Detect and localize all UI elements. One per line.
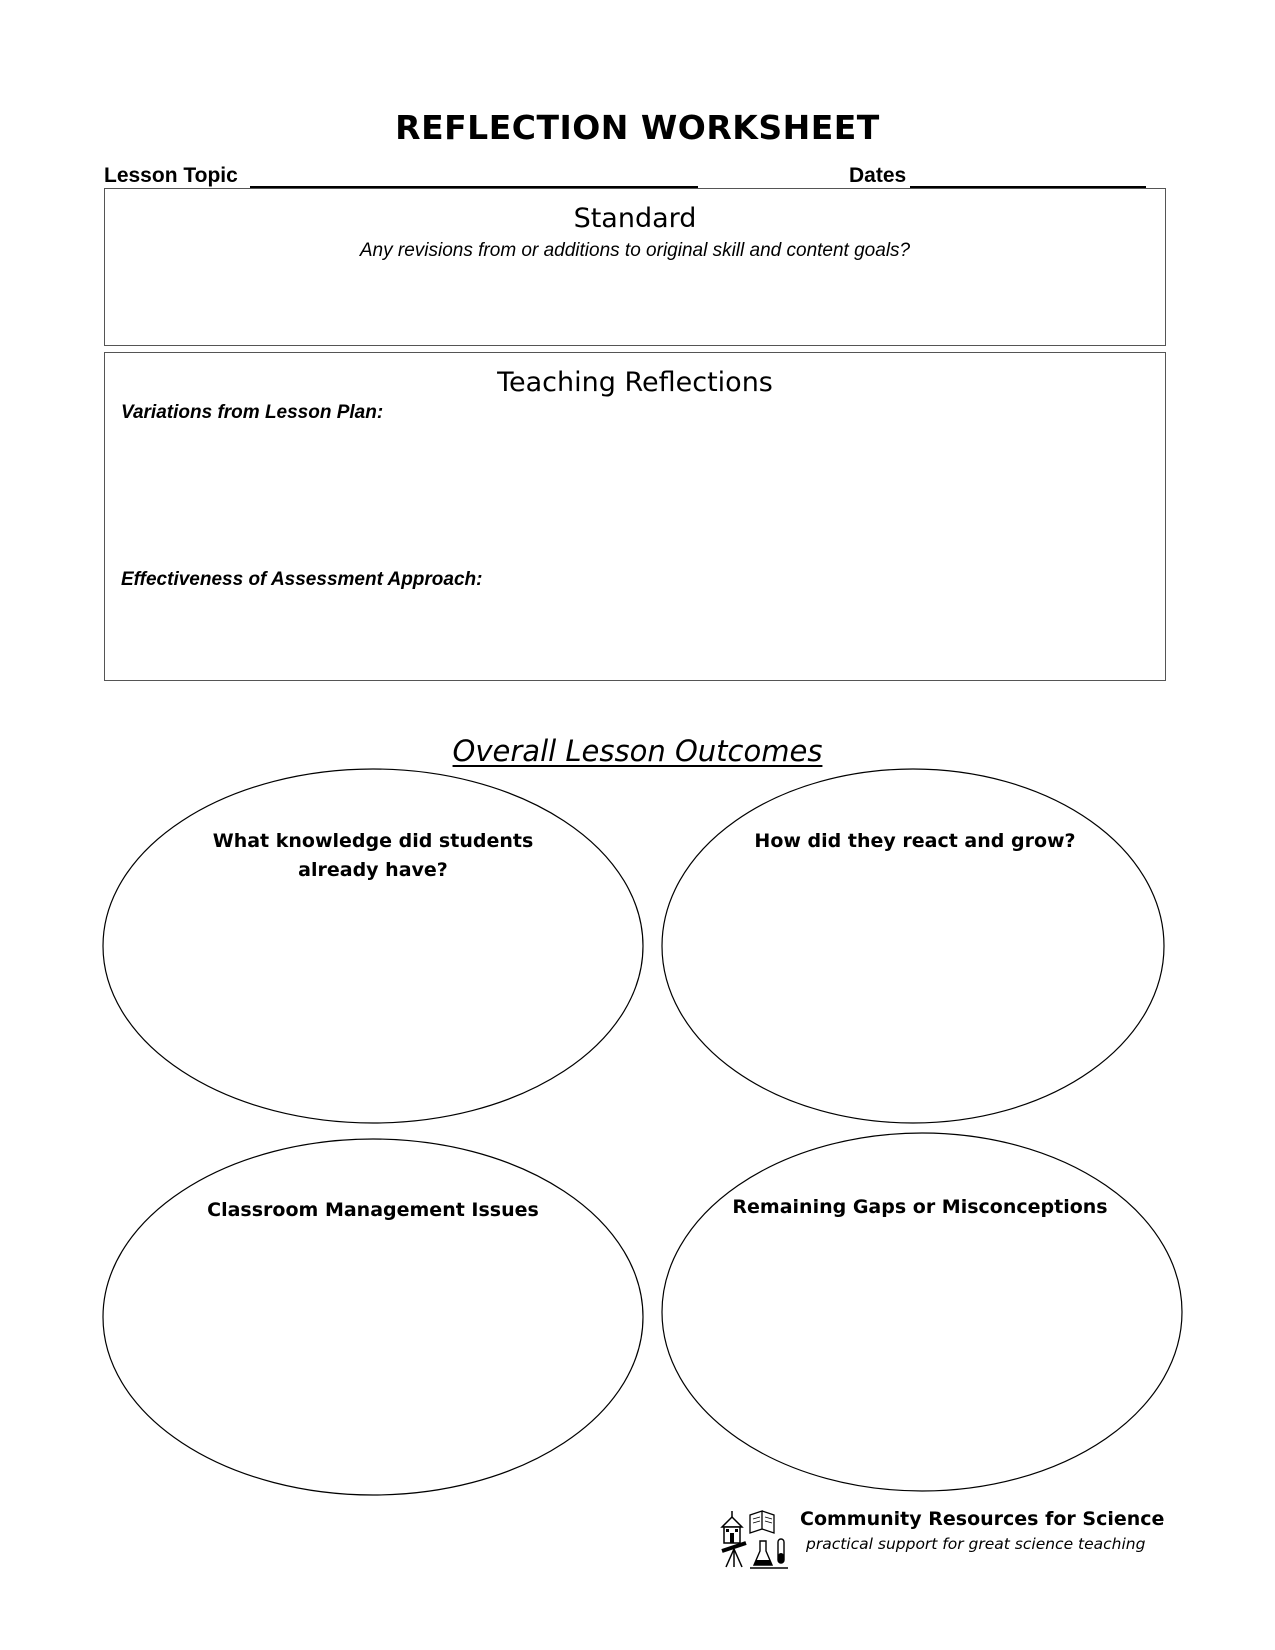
org-tagline: practical support for great science teaching	[806, 1535, 1146, 1553]
teaching-reflections-heading: Teaching Reflections	[497, 367, 773, 398]
outcomes-heading: Overall Lesson Outcomes	[452, 734, 823, 768]
lesson-topic-label: Lesson Topic	[104, 164, 238, 187]
oval-classroom-management	[103, 1139, 643, 1495]
standard-heading: Standard	[573, 203, 697, 234]
standard-prompt: Any revisions from or additions to original skill and content goals?	[359, 240, 911, 261]
classroom-management-prompt: Classroom Management Issues	[207, 1199, 539, 1221]
science-school-logo-icon	[716, 1505, 794, 1571]
oval-prior-knowledge	[103, 769, 643, 1123]
oval-react-grow	[662, 769, 1164, 1123]
org-name: Community Resources for Science	[800, 1508, 1165, 1530]
variations-label: Variations from Lesson Plan:	[121, 402, 384, 423]
oval-remaining-gaps	[662, 1133, 1182, 1491]
react-grow-prompt: How did they react and grow?	[754, 830, 1076, 852]
dates-label: Dates	[849, 164, 907, 187]
prior-knowledge-prompt: What knowledge did students already have?	[212, 830, 534, 881]
worksheet-title: REFLECTION WORKSHEET	[395, 108, 880, 147]
remaining-gaps-prompt: Remaining Gaps or Misconceptions	[732, 1196, 1108, 1218]
assessment-label: Effectiveness of Assessment Approach:	[121, 569, 483, 590]
